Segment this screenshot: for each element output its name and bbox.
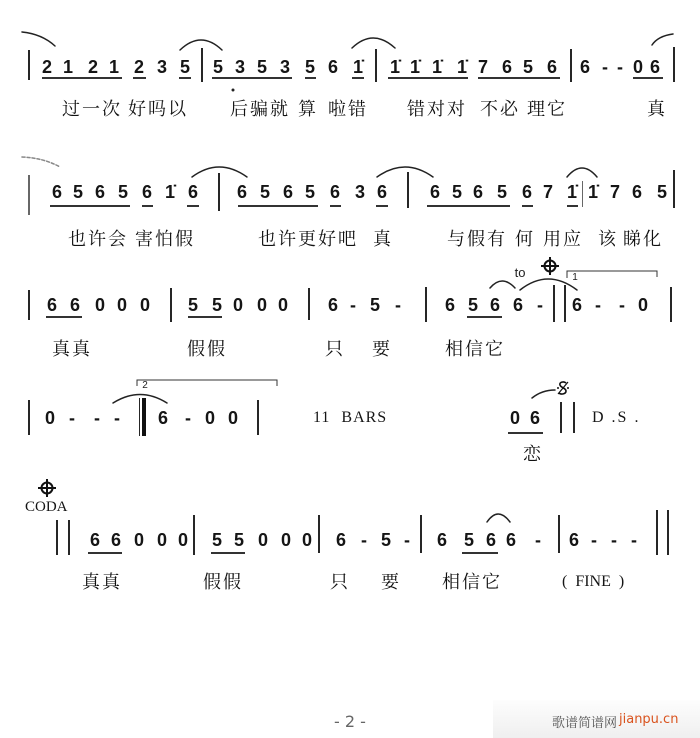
note: 0	[280, 530, 292, 550]
note: 0	[509, 408, 521, 428]
barline	[28, 175, 30, 215]
note: 1̇	[164, 182, 176, 202]
note: 0	[156, 530, 168, 550]
note: 3	[279, 57, 291, 77]
beam-underline	[133, 77, 146, 79]
note: 1̇	[566, 182, 578, 202]
note: 1	[108, 57, 120, 77]
beam-underline	[179, 77, 191, 79]
beam-underline	[305, 77, 316, 79]
lyric: 用应	[543, 229, 583, 250]
note: 6	[94, 182, 106, 202]
beam-underline	[376, 205, 388, 207]
tie-arc	[192, 167, 247, 177]
note: 0	[637, 295, 649, 315]
barline	[420, 515, 422, 553]
beam-underline	[46, 316, 82, 318]
beam-underline	[522, 205, 533, 207]
double-barline	[560, 402, 562, 433]
tie-arc	[377, 167, 433, 177]
beam-underline	[50, 205, 130, 207]
note: 6	[236, 182, 248, 202]
note: 6	[376, 182, 388, 202]
note: 6	[282, 182, 294, 202]
beam-underline	[567, 205, 578, 207]
note: 5	[656, 182, 668, 202]
to-coda-text: to	[514, 265, 526, 280]
note: 0	[257, 530, 269, 550]
note: -	[537, 295, 543, 315]
barline	[407, 172, 409, 208]
page-number: - 2 -	[334, 712, 366, 731]
barline	[425, 287, 427, 322]
lyric: 啦错	[328, 99, 368, 120]
note: 6	[505, 530, 517, 550]
tie-arc	[22, 157, 60, 167]
note: 6	[429, 182, 441, 202]
beam-underline	[187, 205, 199, 207]
note: 5	[467, 295, 479, 315]
volta-label-2: 2	[142, 380, 148, 391]
barline	[28, 50, 30, 80]
lyric: 要	[372, 339, 392, 360]
note: 0	[44, 408, 56, 428]
lyric: 也许会	[68, 229, 128, 250]
tie-arc	[520, 279, 577, 290]
note: 0	[139, 295, 151, 315]
note: 0	[256, 295, 268, 315]
tie-arc	[532, 390, 555, 398]
tie-arc	[352, 38, 395, 48]
beam-underline	[462, 552, 498, 554]
note: 7	[542, 182, 554, 202]
lyric: 真	[373, 229, 393, 250]
lyric: 真真	[82, 572, 122, 593]
note: 1̇	[352, 57, 364, 77]
note: -	[619, 295, 625, 315]
note: 1	[62, 57, 74, 77]
note: 5	[256, 57, 268, 77]
lyric: 错对对	[407, 99, 467, 120]
note: 6	[327, 57, 339, 77]
beam-underline	[188, 316, 222, 318]
note: 6	[489, 295, 501, 315]
note: 0	[177, 530, 189, 550]
note: 6	[649, 57, 661, 77]
note: 0	[301, 530, 313, 550]
lyric: 相信它	[442, 572, 502, 593]
skip-bars-text: 11 BARS	[313, 409, 388, 426]
beam-underline	[212, 77, 292, 79]
note: 3	[234, 57, 246, 77]
beam-underline	[352, 77, 364, 79]
note: 2	[41, 57, 53, 77]
lyric: 好吗以	[128, 99, 188, 120]
note: 5	[496, 182, 508, 202]
tie-arc	[652, 34, 673, 45]
note: 6	[571, 295, 583, 315]
lyric: 真	[647, 99, 667, 120]
note: 2	[87, 57, 99, 77]
note: 5	[369, 295, 381, 315]
volta-bracket-2	[137, 380, 277, 386]
note: 6	[485, 530, 497, 550]
note: -	[94, 408, 100, 428]
barline	[257, 400, 259, 435]
note: 5	[211, 530, 223, 550]
lyric: 睇化	[623, 229, 663, 250]
double-barline	[56, 520, 58, 555]
note: 1̇	[431, 57, 443, 77]
barline	[558, 515, 560, 553]
dal-segno-text: D .S .	[592, 409, 641, 426]
note: -	[631, 530, 637, 550]
note: -	[395, 295, 401, 315]
note: 5	[179, 57, 191, 77]
fine-text: ( FINE )	[562, 573, 625, 590]
note: -	[404, 530, 410, 550]
tie-arc	[487, 514, 510, 522]
note: 6	[110, 530, 122, 550]
note: 6	[335, 530, 347, 550]
note: -	[69, 408, 75, 428]
barline	[582, 181, 583, 207]
note: 6	[579, 57, 591, 77]
note: 5	[72, 182, 84, 202]
lyric: 后骗就	[230, 99, 290, 120]
note: 5	[233, 530, 245, 550]
lyric: 相信它	[445, 339, 505, 360]
lyric: 该	[598, 229, 618, 250]
lyric: 真真	[52, 339, 92, 360]
lyric: 好吧	[318, 229, 358, 250]
note: 7	[609, 182, 621, 202]
barline	[673, 170, 675, 208]
coda-sign-icon	[38, 479, 56, 497]
note: 6	[568, 530, 580, 550]
note: -	[361, 530, 367, 550]
note: 6	[436, 530, 448, 550]
note: 6	[69, 295, 81, 315]
note: 5	[463, 530, 475, 550]
note: 1̇	[409, 57, 421, 77]
barline	[170, 288, 172, 322]
note: 1̇	[587, 182, 599, 202]
lyric: 只	[325, 339, 345, 360]
note: 3	[354, 182, 366, 202]
note: -	[602, 57, 608, 77]
note: -	[591, 530, 597, 550]
note: 0	[277, 295, 289, 315]
final-barline	[667, 510, 669, 555]
note: -	[535, 530, 541, 550]
note: 5	[522, 57, 534, 77]
watermark-site-name: 歌谱简谱网	[552, 716, 618, 731]
beam-underline	[42, 77, 122, 79]
barline	[375, 49, 377, 82]
note: -	[611, 530, 617, 550]
note: 0	[632, 57, 644, 77]
note: 5	[451, 182, 463, 202]
double-barline	[573, 402, 575, 433]
barline	[570, 49, 572, 82]
note: 1̇	[456, 57, 468, 77]
note: 0	[133, 530, 145, 550]
note: -	[617, 57, 623, 77]
beam-underline	[427, 205, 510, 207]
beam-underline	[388, 77, 468, 79]
volta-bracket-1	[567, 271, 657, 278]
double-barline	[139, 398, 140, 436]
beam-underline	[478, 77, 560, 79]
lyric: 不必	[480, 99, 520, 120]
beam-underline	[238, 205, 318, 207]
note: 6	[631, 182, 643, 202]
note: 0	[227, 408, 239, 428]
beam-underline	[330, 205, 341, 207]
lyric: 要	[381, 572, 401, 593]
tie-arc	[113, 395, 167, 404]
note: 5	[212, 57, 224, 77]
note: -	[595, 295, 601, 315]
note: 6	[187, 182, 199, 202]
note: 6	[444, 295, 456, 315]
note: 0	[204, 408, 216, 428]
barline	[670, 287, 672, 322]
lyric: 害怕假	[135, 229, 195, 250]
note: 6	[89, 530, 101, 550]
double-barline	[564, 285, 566, 322]
final-barline	[656, 510, 658, 555]
note: 3	[156, 57, 168, 77]
note: 5	[211, 295, 223, 315]
note: 5	[117, 182, 129, 202]
barline	[673, 47, 675, 82]
note: 5	[187, 295, 199, 315]
note: 6	[329, 182, 341, 202]
note: 5	[304, 57, 316, 77]
lyric: 假假	[203, 572, 243, 593]
double-barline	[553, 285, 555, 322]
lyric: 过一次	[62, 99, 122, 120]
lyric: 算	[298, 99, 318, 120]
note: 5	[259, 182, 271, 202]
double-barline	[68, 520, 70, 555]
note: 6	[521, 182, 533, 202]
beam-underline	[467, 316, 502, 318]
note: 0	[94, 295, 106, 315]
lyric: 只	[330, 572, 350, 593]
tie-arc	[567, 168, 597, 177]
note: 6	[501, 57, 513, 77]
note: 0	[232, 295, 244, 315]
volta-label-1: 1	[572, 272, 578, 283]
note: 1̇	[389, 57, 401, 77]
note: 6	[529, 408, 541, 428]
segno-sign-icon	[557, 382, 569, 394]
tie-arc	[22, 32, 55, 46]
note: -	[185, 408, 191, 428]
note: 6	[512, 295, 524, 315]
octave-dot	[232, 89, 235, 92]
coda-label: CODA	[25, 499, 68, 515]
note: 5	[380, 530, 392, 550]
note: 2	[133, 57, 145, 77]
note: 6	[46, 295, 58, 315]
barline	[201, 48, 203, 82]
lyric: 恋	[523, 444, 543, 465]
beam-underline	[88, 552, 122, 554]
beam-underline	[633, 77, 663, 79]
lyric: 与假有	[447, 229, 507, 250]
barline	[218, 173, 220, 211]
tie-arc	[490, 281, 515, 288]
note: 0	[116, 295, 128, 315]
note: 6	[472, 182, 484, 202]
note: 7	[477, 57, 489, 77]
note: -	[114, 408, 120, 428]
beam-underline	[142, 205, 153, 207]
barline	[28, 290, 30, 320]
beam-underline	[508, 432, 543, 434]
note: 6	[51, 182, 63, 202]
barline	[318, 515, 320, 553]
lyric: 何	[515, 229, 535, 250]
lyric: 也许更	[258, 229, 318, 250]
note: 6	[157, 408, 169, 428]
barline	[308, 288, 310, 320]
note: 6	[327, 295, 339, 315]
lyric: 假假	[187, 339, 227, 360]
note: 6	[141, 182, 153, 202]
watermark-site-domain: jianpu.cn	[619, 712, 679, 727]
note: 5	[304, 182, 316, 202]
barline	[193, 515, 195, 555]
lyric: 理它	[527, 99, 567, 120]
note: -	[350, 295, 356, 315]
coda-sign-icon	[541, 257, 559, 275]
note: 6	[546, 57, 558, 77]
double-barline	[142, 398, 146, 436]
barline	[28, 400, 30, 435]
beam-underline	[211, 552, 245, 554]
